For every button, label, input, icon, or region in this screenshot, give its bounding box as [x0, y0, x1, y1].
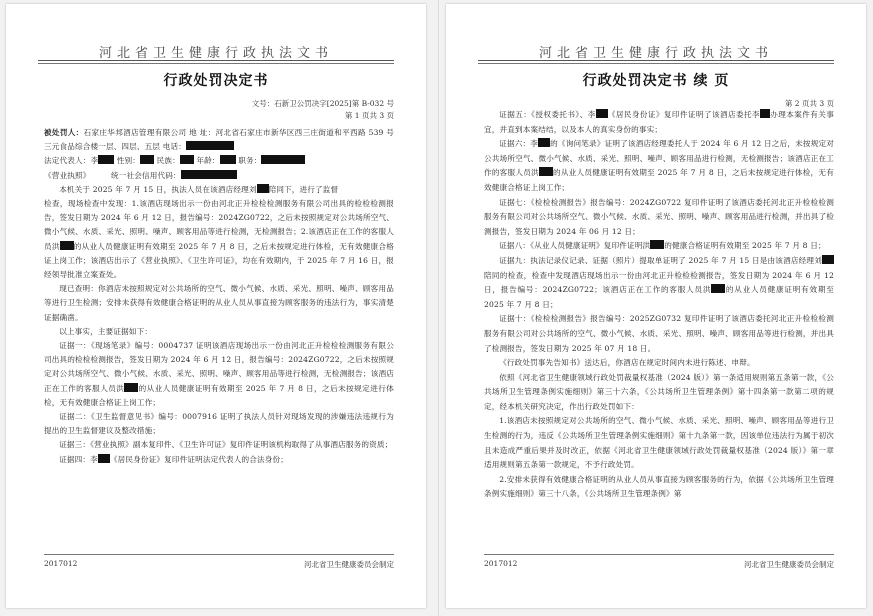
redaction	[711, 284, 725, 293]
paragraph-text: 检查，现场检查中发现：1.该酒店现场出示一份由河北正升检检检测服务有限公司出具的检检检测报告，签发日期为 2024 年 6 月 12 日，报告编号：2024ZG0722，之后未按照规定对公共场所空气、微小气候、水质、采光、照明、噪声、顾客用品等进行检测，无检测报告；2.该酒店正在工作的客服人员洪	[44, 199, 394, 251]
paragraph: 本机关于 2025 年 7 月 15 日，执法人员在该酒店经理刘 陪同下，进行了监督	[59, 184, 339, 194]
paragraph-text: 《居民身份证》复印件证明法定代表人的合法身份；	[109, 454, 289, 464]
redaction	[538, 138, 550, 147]
redaction	[257, 184, 269, 193]
issuer: 河北省卫生健康委员会制定	[304, 560, 394, 569]
party-label: 被处罚人：	[44, 128, 84, 137]
form-code: 2017012	[44, 559, 78, 568]
document-body	[484, 108, 834, 502]
paragraph	[44, 197, 394, 282]
evidence-item: 证据十：《检检检测报告》报告编号：2025ZG0732 复印件证明了该酒店委托河北正升检检检测服务有限公司对公共场所的空气、微小气候、水质、采光、照明、噪声、顾客用品等进行检测，并出具了检测报告，签发日期为 2025 年 07 月 18 日。	[484, 314, 834, 353]
paragraph-text: 的健康合格证明有效期至 2025 年 7 月 8 日；	[664, 241, 826, 251]
redaction	[539, 167, 553, 176]
paragraph-text: 的《询问笔录》证明了该酒店经理委托人于 2024 年 6 月 12 日之后，未按规定对公共场所空气、微小气候、水质、采光、照明、噪声、顾客用品进行检测，无检测报告；该酒店正在工作的客服人员洪	[484, 139, 834, 178]
redaction	[98, 454, 110, 463]
paragraph: 以上事实，主要证据如下：	[59, 326, 153, 336]
evidence-item	[484, 137, 834, 195]
paragraph-text: 办理本案件有关事宜，并直到本案结结，以及本人的真实身份的事实；	[484, 110, 834, 134]
paragraph: 《行政处罚事先告知书》送达后，你酒店在规定时间内未进行陈述、申辩。	[499, 358, 755, 368]
redaction	[60, 241, 74, 250]
page-number: 第 1 页共 3 页	[344, 111, 394, 120]
document-header: 河北省卫生健康行政执法文书	[98, 46, 333, 61]
redaction	[124, 383, 138, 392]
header-rule	[478, 60, 834, 61]
paragraph-text: 证据八：《从业人员健康证明》复印件证明洪	[499, 241, 651, 251]
ethnicity-label: 民族：	[156, 156, 180, 166]
position-label: 职务：	[238, 156, 262, 166]
document-number: 文号：石新卫公罚决字[2025]第 B-032 号	[251, 99, 394, 108]
credit-code-label: 统一社会信用代码：	[110, 170, 181, 180]
penalty-item: 2.安排未获得有效健康合格证明的从业人员从事直接为顾客服务的行为，依据《公共场所卫生管理条例实施细则》第三十八条，《公共场所卫生管理条例》第	[484, 474, 834, 499]
redaction	[140, 155, 154, 164]
redaction	[596, 109, 608, 118]
page-gap	[438, 0, 439, 616]
redaction	[650, 240, 664, 249]
age-label: 年龄：	[196, 156, 220, 166]
paragraph: 现已查明：你酒店未按照规定对公共场所的空气、微小气候、水质、采光、照明、噪声、顾客用品等进行卫生检测；安排未获得有效健康合格证明的从业人员从事直接为顾客服务的违法行为，事实清楚证据确凿。	[44, 284, 394, 322]
paragraph-text: 证据一：《现场笔录》编号：0004737 证明该酒店现场出示一份由河北正升检检检测服务有限公司出具的检检检测报告，签发日期为 2024 年 6 月 12 日，报告编号：2024ZG0722，之后未按照规定对公共场所空气、微小气候、水质、采光、照明、噪声、顾客用品等进行检测，无检测报告；该酒店正在工作的客服人员洪	[44, 341, 394, 393]
paragraph-text: 的从业人员健康证明有效期至 2025 年 7 月 8 日，之后未按规定进行体检，无有效健康合格证上岗工作；	[484, 168, 834, 192]
party-info	[44, 126, 394, 154]
header-rule-thin	[38, 63, 394, 64]
redaction	[180, 155, 194, 164]
redaction	[186, 141, 234, 150]
penalty-item: 1.该酒店未按照规定对公共场所的空气、微小气候、水质、采光、照明、噪声、顾客用品等进行卫生检测的行为，违反《公共场所卫生管理条例实施细则》第十九条第一款，因该单位违法行为属于初次且未造成严重后果并及时改正，依据《河北省卫生健康领域行政处罚裁量权基准（2024 版）》第一章适用规则第五条第一款规定，不予行政处罚。	[484, 416, 834, 470]
evidence-item	[44, 453, 394, 467]
evidence-item: 证据二：《卫生监督意见书》编号：0007916 证明了执法人员针对现场发现的涉嫌违法违规行为提出的卫生监督建议及整改措施；	[44, 412, 394, 436]
paragraph: 依照《河北省卫生健康领域行政处罚裁量权基准（2024 版）》第一条适用规则第五条第一款，《公共场所卫生管理条例实施细则》第三十六条，《公共场所卫生管理条例》第十四条第一款第二项的规定，经本机关研究决定，作出行政处罚如下：	[484, 372, 834, 411]
gender-label: 性别：	[116, 156, 141, 166]
document-title: 行政处罚决定书 续 页	[582, 73, 730, 89]
redaction	[261, 155, 305, 164]
header-rule	[38, 60, 394, 61]
document-body	[44, 126, 394, 467]
page-footer	[44, 554, 394, 570]
paragraph-text: 的从业人员健康证明有效期至 2025 年 7 月 8 日，之后未按规定进行体检，无有效健康合格证上岗工作；	[44, 383, 395, 407]
document-page-2	[446, 4, 866, 608]
paragraph-text: 《居民身份证》复印件证明了该酒店委托李	[607, 110, 760, 119]
page-number: 第 2 页共 3 页	[784, 99, 834, 108]
issuer: 河北省卫生健康委员会制定	[744, 560, 834, 569]
evidence-item: 证据七：《检检检测报告》报告编号：2024ZG0722 复印件证明了该酒店委托河北正升检检检测服务有限公司对公共场所空气、微小气候、水质、采光、照明、噪声、顾客用品进行检测，并出具了检测报告，签发日期为 2024 年 06 月 12 日；	[484, 197, 834, 236]
evidence-item: 证据三：《营业执照》副本复印件、《卫生许可证》复印件证明该机构取得了从事酒店服务的资质；	[59, 440, 393, 450]
evidence-item	[484, 108, 834, 137]
paragraph-text: 本机关于 2025 年 7 月 15 日，执法人员在该酒店经理刘	[59, 184, 257, 194]
redaction	[220, 155, 236, 164]
paragraph-text: 的从业人员健康证明有效期至 2025 年 7 月 8 日，之后未按规定进行体检，无有效健康合格证上岗工作；该酒店出示了《营业执照》、《卫生许可证》，均在有效期内，于 2025 年 7 月 16 日，报经领导批准立案查处。	[44, 241, 394, 280]
page-footer	[484, 554, 834, 570]
paragraph-text: 证据五：《授权委托书》、李	[499, 110, 596, 119]
evidence-item	[484, 239, 834, 254]
paragraph-text: 证据九：执法记录仪记录、证据（照片）提取单证明了 2025 年 7 月 15 日是由该酒店经理刘	[499, 255, 822, 265]
redaction	[822, 255, 834, 264]
party-text: 石家庄华邦酒店管理有限公司 地 址：河北省石家庄市新华区西三庄街道和平西路 539 号三元食品综合楼一层、四层、五层 电话：	[44, 128, 395, 152]
evidence-item	[44, 339, 394, 410]
header-rule-thin	[478, 63, 834, 64]
paragraph-text: 证据四：李	[59, 454, 98, 464]
form-code: 2017012	[484, 559, 518, 568]
redaction	[181, 170, 237, 179]
redaction	[760, 109, 770, 118]
legal-rep-name: 法定代表人：李	[44, 156, 99, 166]
evidence-item	[484, 254, 834, 312]
document-title: 行政处罚决定书	[163, 73, 269, 89]
paragraph-text: 陪同的检查，检查中发现酒店现场出示一份由河北正升检检检测报告，签发日期为 2024 年 6 月 12 日，报告编号：2024ZG0722；该酒店正在工作的客服人员洪	[484, 270, 834, 295]
license-info	[44, 169, 394, 183]
legal-rep-info	[44, 154, 394, 168]
paragraph-text: 证据六：李	[499, 139, 539, 149]
document-page-1	[6, 4, 426, 608]
paragraph-text: 的从业人员健康证明有效期至 2025 年 7 月 8 日；	[484, 285, 834, 309]
document-header: 河北省卫生健康行政执法文书	[538, 46, 773, 61]
license-label: 《营业执照》	[44, 170, 91, 180]
redaction	[98, 155, 114, 164]
